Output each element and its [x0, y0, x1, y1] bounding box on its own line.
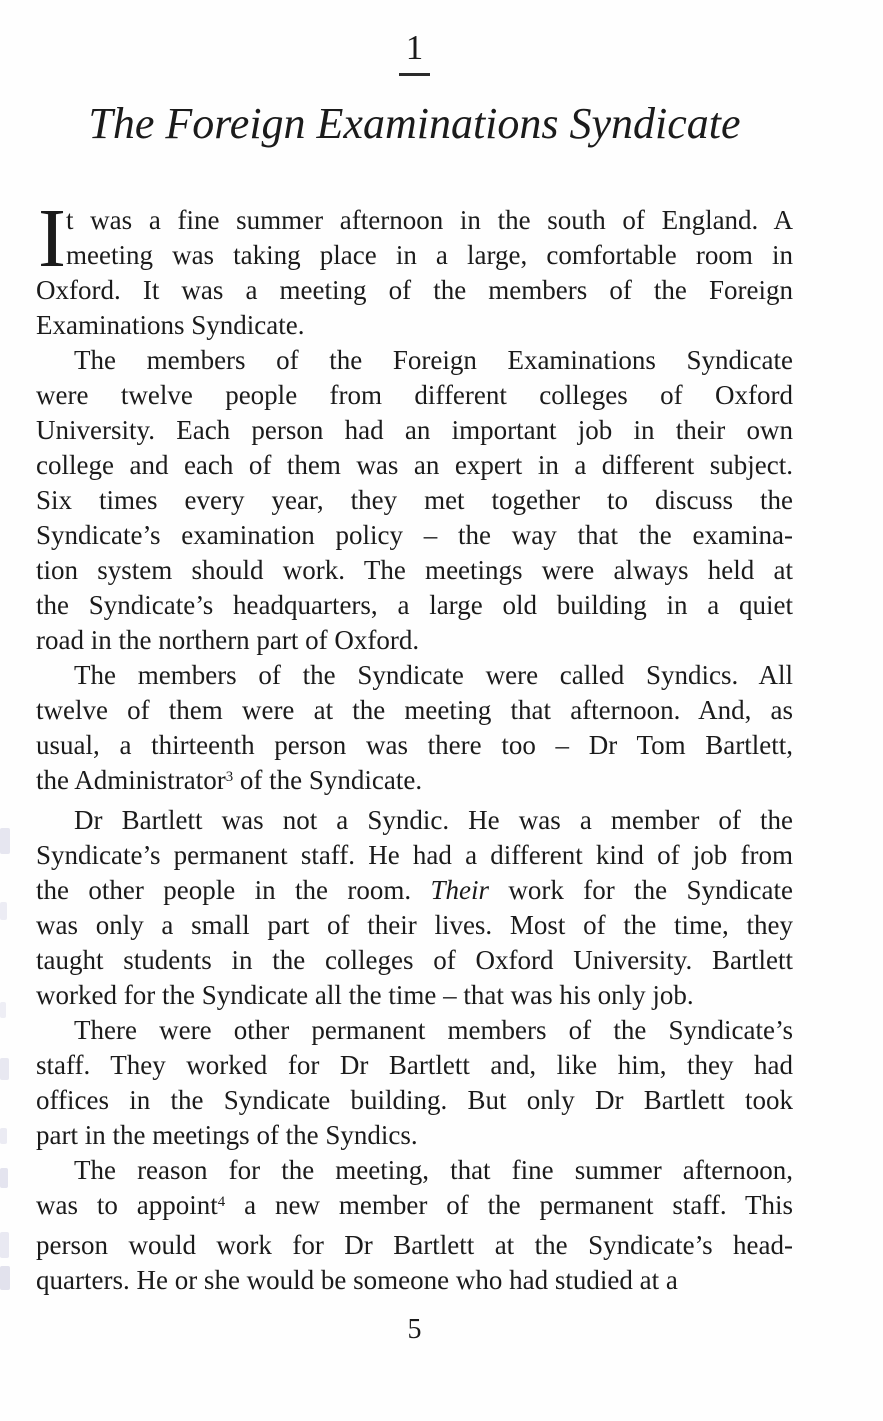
chapter-header — [36, 0, 793, 76]
text-line: was only a small part of their lives. Most of the time, they — [36, 910, 793, 940]
text-line: were twelve people from different colleges of Oxford — [36, 380, 793, 410]
text-line: was to appoint$^4$ a new member of the permanent staff. This — [36, 1190, 793, 1220]
text-line: Syndicate’s permanent staff. He had a different kind of job from — [36, 840, 793, 870]
footnote-marker: 4 — [217, 1193, 226, 1210]
paragraph — [36, 1153, 793, 1298]
scan-artifact — [0, 1128, 7, 1144]
text-line: meeting was taking place in a large, comfortable room in — [66, 240, 793, 270]
text-line: Oxford. It was a meeting of the members of the Foreign — [36, 275, 793, 305]
text-line: The reason for the meeting, that fine summer afternoon, — [74, 1155, 793, 1185]
text-line: taught students in the colleges of Oxford University. Bartlett — [36, 945, 793, 975]
paragraph — [36, 1013, 793, 1153]
paragraph — [36, 192, 793, 343]
footnote-marker: 3 — [225, 768, 234, 785]
text-block — [36, 192, 793, 1298]
text-line: Six times every year, they met together to discuss the — [36, 485, 793, 515]
scan-artifact — [0, 902, 7, 920]
text-line: part in the meetings of the Syndics. — [36, 1120, 418, 1150]
text-line: person would work for Dr Bartlett at the Syndicate’s head- — [36, 1230, 793, 1260]
scan-artifact — [0, 1168, 8, 1188]
text-line: tion system should work. The meetings were always held at — [36, 555, 793, 585]
text-line: The members of the Foreign Examinations Syndicate — [74, 345, 793, 375]
drop-cap: I — [38, 192, 66, 285]
chapter-title: The Foreign Examinations Syndicate — [88, 99, 741, 148]
scan-artifact — [0, 1002, 6, 1018]
text-line: college and each of them was an expert in a different subject. — [36, 450, 793, 480]
text-line: worked for the Syndicate all the time – that was his only job. — [36, 980, 694, 1010]
text-line: the other people in the room. Their work for the Syndicate — [36, 875, 793, 905]
scan-artifact — [0, 1058, 9, 1080]
text-line: the Administrator$^3$ of the Syndicate. — [36, 765, 423, 795]
text-line: Syndicate’s examination policy – the way that the examina- — [36, 520, 793, 550]
text-line: staff. They worked for Dr Bartlett and, like him, they had — [36, 1050, 793, 1080]
chapter-number: 1 — [399, 30, 431, 76]
text-line: quarters. He or she would be someone who had studied at a — [36, 1265, 678, 1295]
text-line: t was a fine summer afternoon in the south of England. A — [66, 205, 793, 235]
scan-artifact — [0, 828, 10, 854]
paragraph — [36, 343, 793, 658]
text-line: There were other permanent members of the Syndicate’s — [74, 1015, 793, 1045]
text-line: Examinations Syndicate. — [36, 310, 305, 340]
text-line: the Syndicate’s headquarters, a large old building in a quiet — [36, 590, 793, 620]
paragraph — [36, 658, 793, 803]
text-line: road in the northern part of Oxford. — [36, 625, 420, 655]
text-line: Dr Bartlett was not a Syndic. He was a member of the — [74, 805, 793, 835]
page-number: 5 — [407, 1314, 422, 1345]
text-line: University. Each person had an important job in their own — [36, 415, 793, 445]
scan-artifact — [0, 1266, 10, 1290]
text-line: offices in the Syndicate building. But only Dr Bartlett took — [36, 1085, 793, 1115]
scan-artifact — [0, 1232, 9, 1258]
text-line: The members of the Syndicate were called Syndics. All — [74, 660, 793, 690]
paragraph — [36, 803, 793, 1013]
text-line: usual, a thirteenth person was there too – Dr Tom Bartlett, — [36, 730, 793, 760]
text-line: twelve of them were at the meeting that afternoon. And, as — [36, 695, 793, 725]
